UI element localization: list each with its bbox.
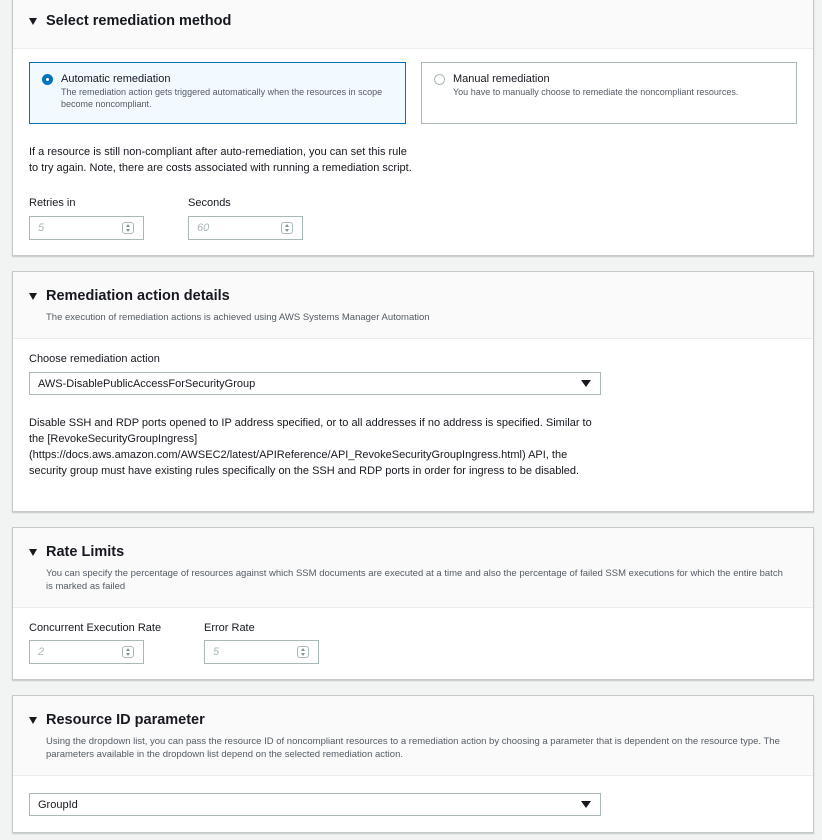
caret-down-icon[interactable] [29, 717, 37, 724]
automatic-remediation-option[interactable] [29, 62, 406, 124]
concurrent-rate-value: 2 [38, 646, 45, 658]
caret-down-icon[interactable] [29, 293, 37, 300]
rate-limits-header[interactable] [13, 528, 813, 608]
option-description: You have to manually choose to remediate the noncompliant resources. [453, 87, 739, 97]
remediation-action-select[interactable] [29, 372, 601, 395]
selected-action: AWS-DisablePublicAccessForSecurityGroup [38, 378, 256, 390]
spinner-icon[interactable] [281, 222, 293, 234]
concurrent-rate-label: Concurrent Execution Rate [29, 622, 162, 634]
panel-title: Rate Limits [46, 544, 125, 560]
panel-title: Resource ID parameter [46, 712, 205, 728]
retries-value: 5 [38, 222, 45, 234]
radio-unselected-icon[interactable] [434, 74, 445, 85]
error-rate-label: Error Rate [204, 622, 255, 634]
caret-down-icon[interactable] [29, 18, 37, 25]
rate-limits-panel [12, 527, 814, 680]
remediation-method-header[interactable] [13, 0, 813, 49]
resource-id-header[interactable] [13, 696, 813, 776]
option-label: Manual remediation [453, 73, 550, 85]
action-description: Disable SSH and RDP ports opened to IP address specified, or to all addresses if no address is specified. Similar to the [RevokeSecurityGroupIngress](https://docs.aws.amazon.com/AWSEC2/latest/APIReference/API_RevokeSecurityGroupIngress.html) API, the security group must have existing rules specifically on the SSH and RDP ports in order for ingress to be disabled. [29, 417, 592, 477]
retries-label: Retries in [29, 197, 76, 209]
seconds-value: 60 [197, 222, 210, 234]
resource-id-panel [12, 695, 814, 833]
choose-action-label: Choose remediation action [29, 353, 160, 365]
spinner-icon[interactable] [122, 646, 134, 658]
action-details-header[interactable] [13, 272, 813, 339]
concurrent-rate-input[interactable] [29, 640, 144, 664]
panel-description: You can specify the percentage of resources against which SSM documents are executed at a time and also the percentage of failed SSM executions for which the entire batch is marked as failed [46, 568, 783, 592]
selected-parameter: GroupId [38, 799, 78, 811]
option-label: Automatic remediation [61, 73, 171, 85]
remediation-method-panel [12, 0, 814, 256]
panel-description: The execution of remediation actions is achieved using AWS Systems Manager Automation [46, 312, 430, 323]
manual-remediation-option[interactable] [421, 62, 797, 124]
seconds-label: Seconds [188, 197, 231, 209]
option-description: The remediation action gets triggered automatically when the resources in scope become noncompliant. [61, 87, 383, 109]
caret-down-icon[interactable] [29, 549, 37, 556]
resource-id-select[interactable] [29, 793, 601, 816]
error-rate-input[interactable] [204, 640, 319, 664]
error-rate-value: 5 [213, 646, 220, 658]
panel-title: Remediation action details [46, 288, 230, 304]
panel-title: Select remediation method [46, 13, 232, 29]
dropdown-arrow-icon[interactable] [581, 380, 591, 387]
radio-selected-icon[interactable] [42, 74, 53, 85]
panel-description: Using the dropdown list, you can pass the resource ID of noncompliant resources to a remediation action by choosing a parameter that is dependent on the resource type. The parameters available in the dropdown list depend on the selected remediation action. [46, 736, 780, 760]
action-details-panel [12, 271, 814, 512]
seconds-input[interactable] [188, 216, 303, 240]
retries-input[interactable] [29, 216, 144, 240]
dropdown-arrow-icon[interactable] [581, 801, 591, 808]
retry-note: If a resource is still non-compliant after auto-remediation, you can set this rule to try again. Note, there are costs associated with running a remediation script. [29, 146, 412, 174]
spinner-icon[interactable] [122, 222, 134, 234]
spinner-icon[interactable] [297, 646, 309, 658]
